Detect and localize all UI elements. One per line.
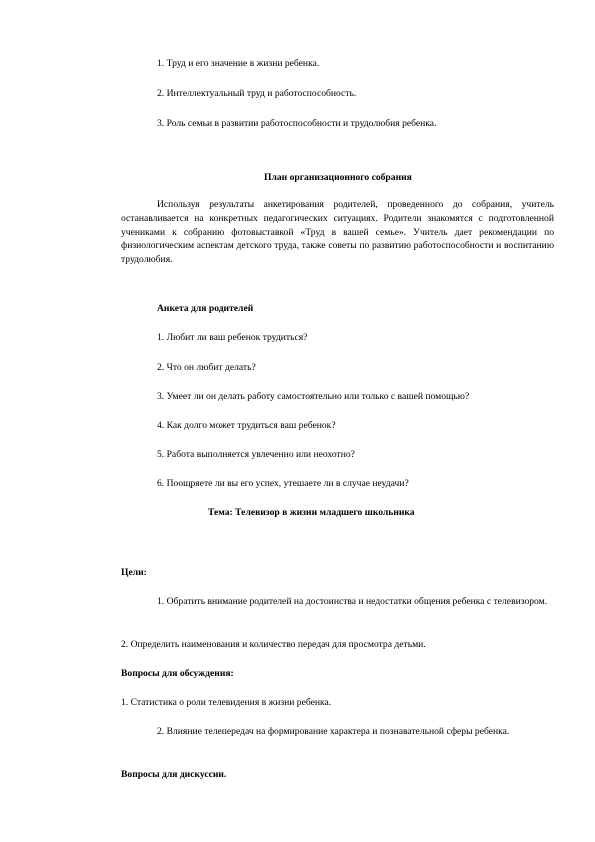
- list-item: 3. Роль семьи в развитии работоспособности и трудолюбия ребенка.: [157, 118, 437, 129]
- survey-heading: Анкета для родителей: [157, 303, 254, 314]
- survey-question: 1. Любит ли ваш ребенок трудиться?: [157, 332, 308, 343]
- survey-question: 2. Что он любит делать?: [157, 362, 256, 373]
- discussion-item: 1. Статистика о роли телевидения в жизни ребенка.: [121, 697, 332, 708]
- discussion-item: 2. Влияние телепередач на формирование характера и познавательной сферы ребенка.: [157, 726, 510, 737]
- goal-item: 2. Определить наименования и количество передач для просмотра детьми.: [121, 639, 426, 650]
- survey-question: 3. Умеет ли он делать работу самостоятельно или только с вашей помощью?: [157, 391, 470, 402]
- plan-paragraph: Используя результаты анкетирования родителей, проведенного до собрания, учитель останавливается на конкретных педагогических ситуациях. Родители знакомятся с подготовленной учениками к собранию фотовыставкой «Труд в вашей семье». Учитель дает рекомендации по физиологическим аспектам детского труда, также советы по развитию работоспособности и воспитанию трудолюбия.: [121, 199, 554, 266]
- goal-item: 1. Обратить внимание родителей на достоинства и недостатки общения ребенка с телевизором.: [157, 596, 548, 607]
- list-item: 2. Интеллектуальный труд и работоспособность.: [157, 88, 357, 99]
- debate-heading: Вопросы для дискуссии.: [121, 769, 227, 780]
- topic-heading: Тема: Телевизор в жизни младшего школьника: [208, 507, 415, 518]
- survey-question: 6. Поощряете ли вы его успех, утешаете ли в случае неудачи?: [157, 478, 409, 489]
- discussion-heading: Вопросы для обсуждения:: [121, 668, 234, 679]
- survey-question: 5. Работа выполняется увлеченно или неохотно?: [157, 449, 355, 460]
- survey-question: 4. Как долго может трудиться ваш ребенок?: [157, 420, 336, 431]
- goals-heading: Цели:: [121, 567, 147, 578]
- list-item: 1. Труд и его значение в жизни ребенка.: [157, 58, 320, 69]
- plan-heading: План организационного собрания: [264, 172, 412, 183]
